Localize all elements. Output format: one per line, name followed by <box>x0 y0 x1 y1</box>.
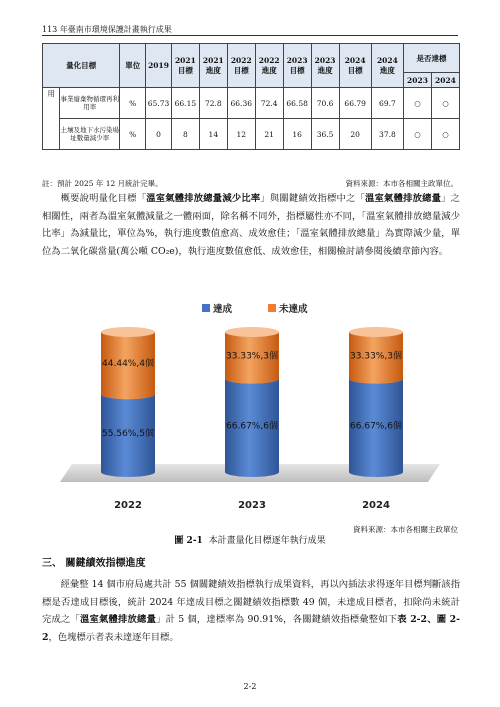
data-label: 66.67%,6個 <box>226 421 278 432</box>
row-unit: % <box>120 119 146 150</box>
cell-value: 16 <box>283 119 311 150</box>
meet-circle-icon: ○ <box>404 119 432 150</box>
bar-top <box>349 327 403 337</box>
col-header: 2024 目標 <box>339 44 371 88</box>
table-note: 註：預計 2025 年 12 月統計完畢。 <box>42 179 163 188</box>
cell-value: 69.7 <box>371 88 403 119</box>
cell-value: 14 <box>199 119 227 150</box>
text: 」計 5 個，達標率為 90.91%，各關鍵績效指標彙整如下 <box>156 614 398 626</box>
table-row <box>43 88 460 119</box>
legend-swatch <box>268 304 276 312</box>
col-header: 2023 進度 <box>311 44 339 88</box>
text: 」之相關性，兩者為溫室氣體減量之一體兩面，除名稱不同外，指標屬性亦不同，「溫室氣體排放總量減少比率」為減量比，單位為%，執行進度數值愈高、成效愈佳；「溫室氣體排放總量」為實際減少量，單位為二氧化碳當量(萬公噸 CO₂e)，執行進度數值愈低、成效愈佳，相關檢討請參閱後續章節內容。 <box>42 193 460 257</box>
data-label: 55.56%,5個 <box>102 429 154 440</box>
section-title <box>42 554 145 569</box>
data-label: 44.44%,4個 <box>102 359 154 370</box>
section-number: 三、 <box>42 558 62 569</box>
cell-value: 0 <box>146 119 172 150</box>
row-item: 事業廢棄物循環再利用率 <box>60 88 120 119</box>
cell-value: 20 <box>339 119 371 150</box>
header-rule <box>42 35 458 36</box>
bar-top <box>101 327 155 337</box>
chart-legend <box>202 303 308 315</box>
text: 經彙整 14 個市府局處共計 55 個關鍵績效指標執行成果資料，再以內插法求得逐年目標判斷該指標是否達成目標後，統計 2024 年達成目標之關鍵績效指標數 49 個，未達成目標者，扣除尚未統計完成之「 <box>42 579 460 626</box>
col-header-meet-year: 2024 <box>431 73 459 88</box>
col-header-2019: 2019 <box>146 44 172 88</box>
cell-value: 66.15 <box>171 88 199 119</box>
meet-circle-icon: ○ <box>431 119 459 150</box>
row-item: 土壤及地下水污染場址數量減少率 <box>60 119 120 150</box>
chart-bars <box>101 327 403 477</box>
col-header: 2022 進度 <box>255 44 283 88</box>
meet-circle-icon: ○ <box>404 88 432 119</box>
text: ，色塊標示者表未達逐年目標。 <box>48 631 179 643</box>
stacked-bar-chart <box>42 286 460 522</box>
col-header-item: 量化目標 <box>43 44 120 88</box>
text: 」與關鍵績效指標中之「 <box>260 193 366 204</box>
legend-swatch <box>202 304 210 312</box>
col-header: 2022 目標 <box>227 44 255 88</box>
group-label: 用 <box>43 88 60 150</box>
bold-text: 溫室氣體排放總量 <box>365 193 442 204</box>
bold-text: 溫室氣體排放總量減少比率 <box>146 193 261 204</box>
col-header: 2024 進度 <box>371 44 403 88</box>
chart-source: 資料來源：本市各相關主政單位 <box>353 525 458 534</box>
chart-x-labels <box>114 500 390 511</box>
bar-top <box>225 327 279 337</box>
table-source: 資料來源：本市各相關主政單位。 <box>345 179 458 188</box>
x-tick-label: 2023 <box>238 500 266 511</box>
cell-value: 36.5 <box>311 119 339 150</box>
col-header: 2023 目標 <box>283 44 311 88</box>
figure-caption <box>0 533 500 546</box>
paragraph-2 <box>42 576 460 646</box>
page-header: 113 年臺南市環境保護計畫執行成果 <box>42 25 172 34</box>
cell-value: 72.8 <box>199 88 227 119</box>
legend-label: 未達成 <box>279 304 308 315</box>
col-header-unit: 單位 <box>120 44 146 88</box>
data-label: 66.67%,6個 <box>350 421 402 432</box>
cell-value: 21 <box>255 119 283 150</box>
text: 概要說明量化目標「 <box>60 193 147 204</box>
cell-value: 66.36 <box>227 88 255 119</box>
cell-value: 8 <box>171 119 199 150</box>
cell-value: 65.73 <box>146 88 172 119</box>
row-unit: % <box>120 88 146 119</box>
cell-value: 66.58 <box>283 88 311 119</box>
paragraph-1 <box>42 190 460 260</box>
cell-value: 12 <box>227 119 255 150</box>
cell-value: 37.8 <box>371 119 403 150</box>
col-header: 2021 進度 <box>199 44 227 88</box>
legend-label: 達成 <box>213 304 233 315</box>
bold-text: 表 2-2、圖 2-2 <box>42 614 460 643</box>
figure-title: 本計畫量化目標逐年執行成果 <box>208 536 326 546</box>
data-label: 33.33%,3個 <box>226 351 278 362</box>
section-heading: 關鍵績效指標進度 <box>65 558 146 569</box>
figure-label: 圖 2-1 <box>174 536 203 546</box>
table-row <box>43 119 460 150</box>
meet-circle-icon: ○ <box>431 88 459 119</box>
page-number: 2-2 <box>243 682 257 691</box>
col-header-meet-year: 2023 <box>404 73 432 88</box>
x-tick-label: 2024 <box>362 500 390 511</box>
bold-text: 溫室氣體排放總量 <box>80 614 157 626</box>
data-label: 33.33%,3個 <box>350 351 402 362</box>
cell-value: 66.79 <box>339 88 371 119</box>
x-tick-label: 2022 <box>114 500 142 511</box>
col-header: 2021 目標 <box>171 44 199 88</box>
col-header-meet: 是否達標 <box>404 44 460 73</box>
metrics-table <box>42 43 460 150</box>
cell-value: 72.4 <box>255 88 283 119</box>
cell-value: 70.6 <box>311 88 339 119</box>
